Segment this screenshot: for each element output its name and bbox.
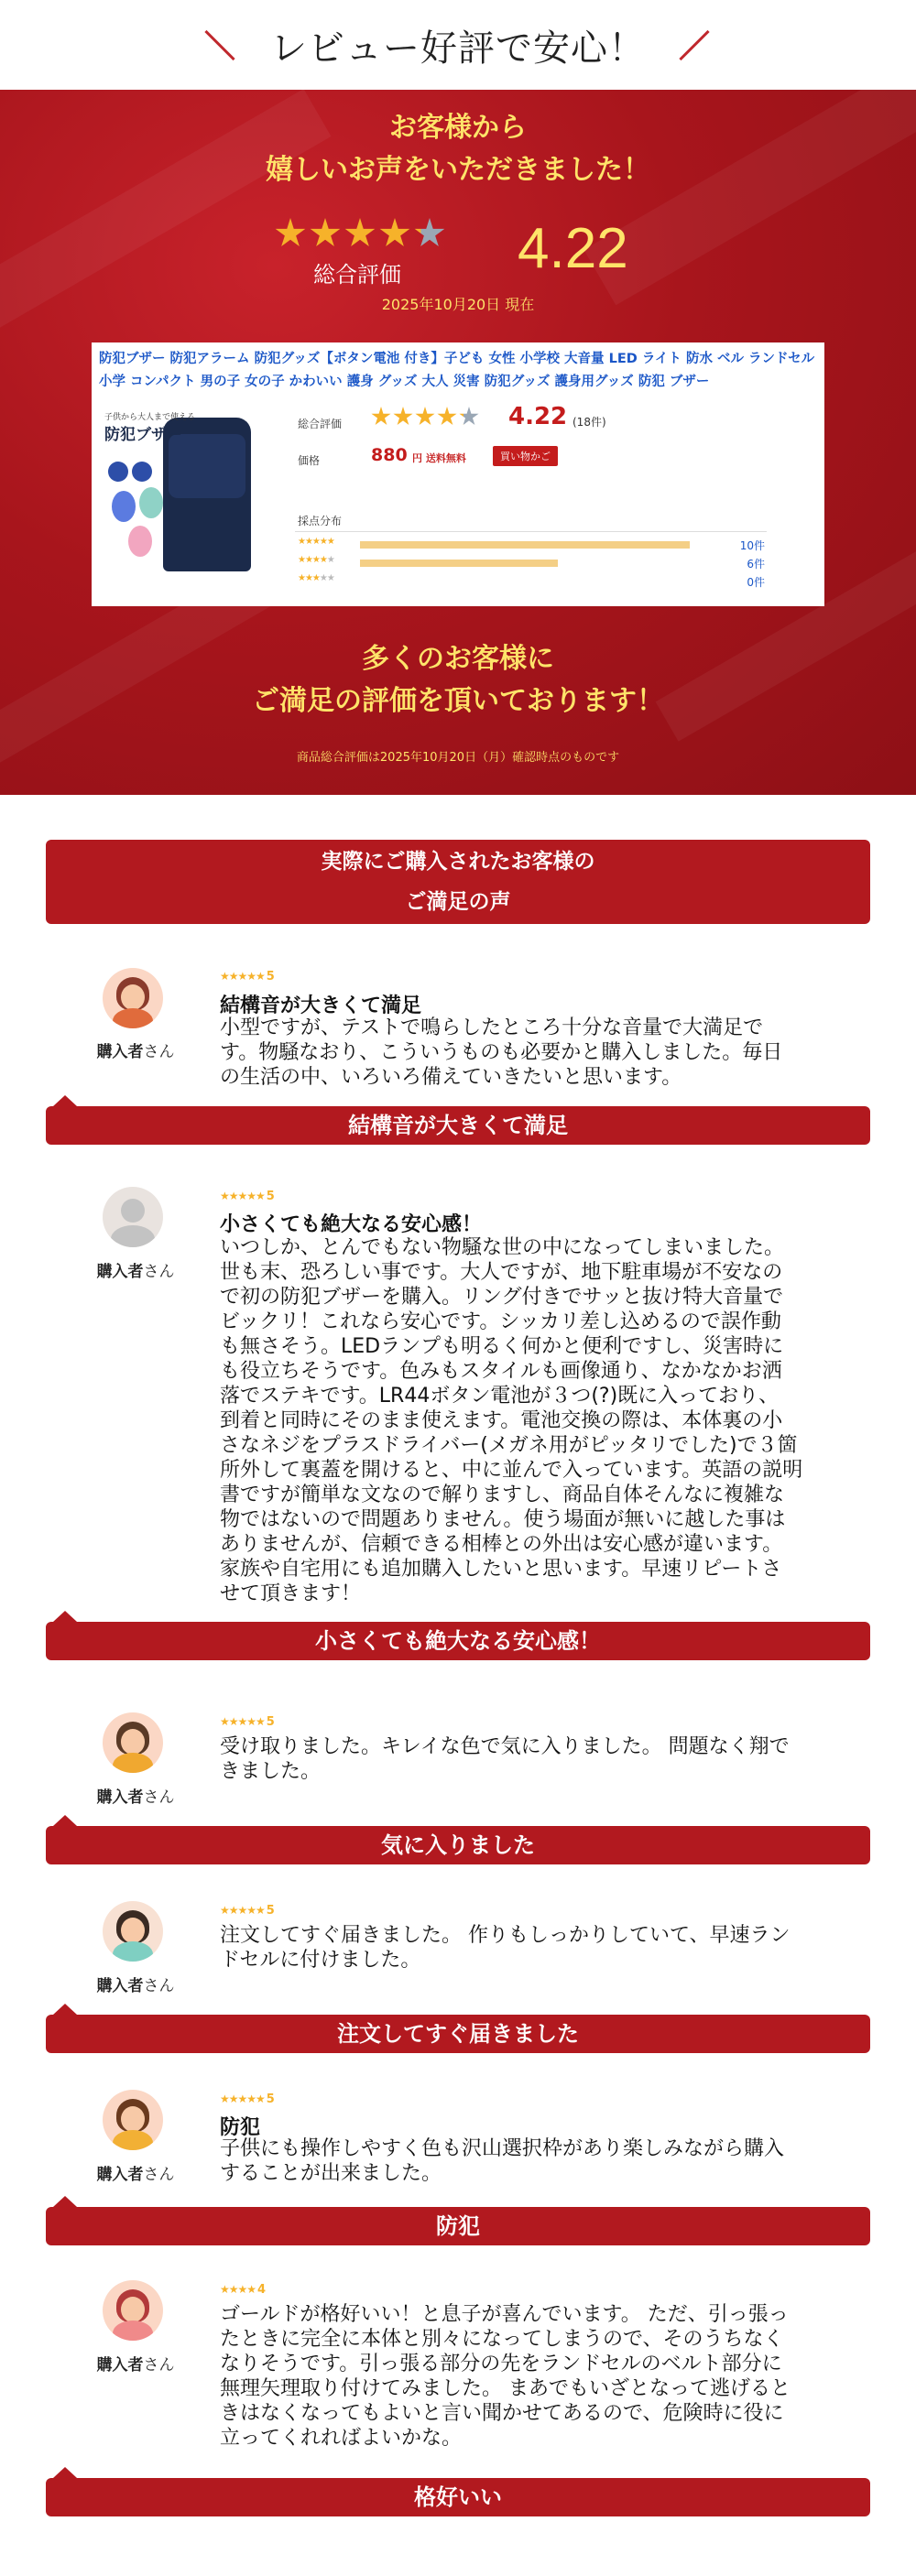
avatar-default-icon [103, 1187, 163, 1247]
partial-star-icon [414, 218, 445, 249]
buyer-label: 購入者さん [96, 1043, 175, 1061]
price-suffix: 円 送料無料 [412, 452, 466, 464]
star-icon [310, 218, 341, 249]
review-rating: ★★★★★ 5 [220, 970, 275, 984]
review-summary-bar: 防犯 [46, 2207, 870, 2245]
card-stars [371, 407, 479, 427]
banner-line-2: 嬉しいお声をいただきました！ [266, 154, 650, 186]
distribution-row-3[interactable]: ★★★★★ 0件 [298, 573, 765, 589]
avatar-woman-icon [103, 968, 163, 1028]
review-summary-bar: 注文してすぐ届きました [46, 2015, 870, 2053]
review-title: 防犯 [220, 2116, 261, 2139]
buzzer-blue [112, 491, 136, 522]
buyer-label: 購入者さん [96, 2356, 175, 2375]
review-body: 受け取りました。キレイな色で気に入りました。 問題なく翔で きました。 [220, 1735, 790, 1783]
review-body: ゴールドが格好いい！と息子が喜んでいます。 ただ、引っ張っ たときに完全に本体と別々になってしまうので、そのうちなく なりそうです。引っ張る部分の先をランドセルのベルト部分に 無理矢理取り付けてみました。 まあでもいざとなって逃げると きはなくなってもよいと言い聞かせてあるので、危険時に役に 立ってくれればよいかな。 [220, 2303, 791, 2450]
review-rating: ★★★★★ 5 [220, 1190, 275, 1203]
star-icon [371, 407, 391, 427]
section-title [0, 0, 916, 90]
title-slash-right [679, 30, 709, 60]
product-card [92, 342, 824, 606]
avatar-woman-icon [103, 2280, 163, 2341]
partial-star-icon [459, 407, 479, 427]
distribution-bar [360, 560, 558, 567]
star-icon [393, 407, 413, 427]
review-rating: ★★★★★ 5 [220, 1715, 275, 1729]
distribution-row-5[interactable]: ★★★★★ 10件 [298, 537, 765, 552]
review-title: 結構音が大きくて満足 [220, 995, 422, 1017]
icon-badge [108, 462, 128, 482]
buyer-label: 購入者さん [96, 1977, 175, 1995]
review-body: いつしか、とんでもない物騒な世の中になってしまいました。 世も末、恐ろしい事です。大人ですが、地下駐車場が不安なの で初の防犯ブザーを購入。リング付きでサッと抜け特大音量で ビックリ！これなら安心です。シッカリ差し込めるので誤作動 も無さそう。LEDランプも明るく何かと便利ですし、災害時に も役立ちそうです。色みもスタイルも画像通り、なかなかお洒 落でステキです。LR44ボタン電池が３つ(?)既に入っており、 到着と同時にそのまま使えます。電池交換の際は、本体裏の小 さなネジをプラスドライバー(メガネ用がピッタリでした)で３箇 所外して裏蓋を開けると、中に並んで入っています。英語の説明 書ですが簡単な文なので解りますし、商品自体そんなに複雑な 物ではないので問題ありません。使う場面が無いに越した事は ありませんが、信頼できる相棒との外出は安心感が違います。 家族や自宅用にも追加購入したいと思います。早速リピートさ せて頂きます！ [220, 1236, 803, 1605]
rating-footnote: 商品総合評価は2025年10月20日（月）確認時点のものです [296, 751, 620, 765]
distribution-row-4[interactable]: ★★★★★ 6件 [298, 555, 765, 571]
overall-stars [275, 218, 445, 249]
review-title: 小さくても絶大なる安心感！ [220, 1213, 483, 1236]
buyer-label: 購入者さん [96, 1788, 175, 1807]
banner-bottom-line-2: ご満足の評価を頂いております！ [252, 685, 664, 717]
page-title: レビュー好評で安心！ [270, 27, 646, 70]
avatar-woman-icon [103, 1901, 163, 1962]
review-banner [0, 90, 916, 795]
product-title-link[interactable]: 防犯ブザー 防犯アラーム 防犯グッズ【ボタン電池 付き】子ども 女性 小学校 大音量 LED ライト 防水 ベル ランドセル 小学 コンパクト 男の子 女の子 かわいい 護身 グッズ 大人 災害 防犯グッズ 護身用グッズ 防犯 ブザー [99, 352, 815, 389]
banner-bottom-line-1: 多くのお客様に [362, 643, 554, 675]
star-icon [437, 407, 457, 427]
overall-rating [275, 218, 660, 291]
cart-button[interactable]: 買い物かご [493, 446, 558, 466]
price-label: 価格 [298, 454, 321, 467]
review-body: 子供にも操作しやすく色も沢山選択枠があり楽しみながら購入 することが出来ました。 [220, 2137, 785, 2185]
distribution-label: 採点分布 [298, 515, 343, 527]
review-count[interactable]: (18件) [572, 416, 606, 429]
price-value: 880 [371, 445, 408, 465]
review-summary-bar: 小さくても絶大なる安心感！ [46, 1622, 870, 1660]
card-overall-label: 総合評価 [298, 418, 343, 430]
star-icon [415, 407, 435, 427]
distribution-bar [360, 541, 690, 549]
avatar-woman-icon [103, 2090, 163, 2150]
overall-score: 4.22 [518, 217, 628, 280]
review-summary-bar: 結構音が大きくて満足 [46, 1106, 870, 1145]
avatar-woman-icon [103, 1712, 163, 1773]
review-summary-bar: 気に入りました [46, 1826, 870, 1864]
title-slash-left [204, 30, 234, 60]
star-icon [344, 218, 376, 249]
icon-badge [132, 462, 152, 482]
review-rating: ★★★★★ 5 [220, 1904, 275, 1918]
buzzer-pink [128, 526, 152, 557]
overall-label: 総合評価 [313, 262, 401, 288]
review-body: 小型ですが、テストで鳴らしたところ十分な音量で大満足で す。物騒なおり、こういうものも必要かと購入しました。毎日 の生活の中、いろいろ備えていきたいと思います。 [220, 1016, 783, 1089]
buzzer-mint [139, 487, 163, 518]
review-rating: ★★★★ 4 [220, 2283, 267, 2297]
card-score: 4.22 [508, 403, 568, 430]
rating-date: 2025年10月20日 現在 [381, 296, 535, 313]
star-icon [379, 218, 410, 249]
star-icon [275, 218, 306, 249]
review-rating: ★★★★★ 5 [220, 2092, 275, 2106]
review-body: 注文してすぐ届きました。 作りもしっかりしていて、早速ラン ドセルに付けました。 [220, 1924, 791, 1972]
customer-voice-heading: 実際にご購入されたお客様の ご満足の声 [46, 840, 870, 924]
banner-line-1: お客様から [389, 112, 527, 144]
buyer-label: 購入者さん [96, 1263, 175, 1281]
review-summary-bar: 格好いい [46, 2478, 870, 2516]
product-image[interactable]: 子供から大人まで使える 防犯ブザー [101, 407, 266, 571]
buyer-label: 購入者さん [96, 2166, 175, 2184]
